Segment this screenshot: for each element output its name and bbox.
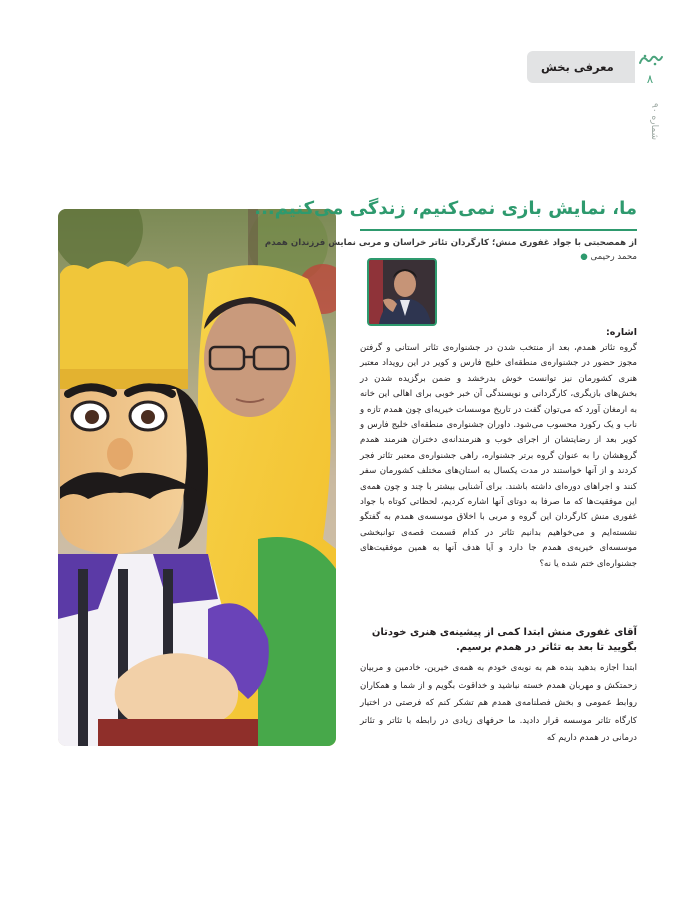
section-label-pill [527,51,635,83]
intro-paragraph: گروه تئاتر همدم، بعد از منتخب شدن در جشنواره‌ی تئاتر استانی و گرفتن مجوز حضور در جشنواره‌ی منطقه‌ای خلیج فارس و کویر در این رویداد معتبر هنری کشورمان نیز توانست خوش بدرخشد و ضمن برگزیده شدن در بخش‌های بازیگری، کارگردانی و نویسندگی آن خبر خوبی برای اهالی این خانه به ارمغان آورد که می‌توان گفت در تاریخ موسسات خیریه‌ای چون همدم تازه و ناب و یک رکورد محسوب می‌شود. داوران جشنواره‌ی منطقه‌ای خلیج فارس و کویر بعد از رضایتشان از اجرای خوب و هنرمندانه‌ی دختران هنرمند همدم گروهشان را به عنوان گروه برتر جشنواره، راهی جشنواره‌ی معتبر تئاتر فجر کردند و از آنها خواستند در مدت یکسال به استان‌های مختلف کشورمان سفر کنند و اجراهای دوره‌ای داشته باشند. برای آشنایی بیشتر با چند و چون همه‌ی این موفقیت‌ها که ما صرفا به دوتای آنها اشاره کردیم، لحظاتی کوتاه با جواد غفوری منش کارگردان این گروه و مربی با اخلاق موسسه‌ی همدم به گفتگو نشسته‌ایم و می‌خواهیم بدانیم تئاتر در کدام قسمت قصه‌ی توانبخشی موسسه‌ای خیریه‌ی همدم جا دارد و آیا هدف آنها به همین موفقیت‌های جشنواره‌ای ختم شده یا نه؟ [360,343,637,569]
intro-paragraph-block [360,341,637,572]
magazine-logo-icon [637,52,665,68]
article-subhead: از همصحبتی با جواد غفوری منش؛ کارگردان تئاتر خراسان و مربی نمایش فرزندان همدم [264,238,637,248]
answer-paragraph: ابتدا اجازه بدهید بنده هم به نوبه‌ی خودم به همه‌ی خیرین، خادمین و مربیان زحمتکش و مهربان همدم خسته نباشید و خداقوت بگویم و از شما و همکاران روابط عمومی و بخش فصلنامه‌ی همدم هم تشکر کنم که فرصتی در اختیار کارگاه تئاتر موسسه قرار دادید. ما حرفهای زیادی در رابطه با تئاتر و تئاتر درمانی در همدم داریم که [360,663,637,743]
page-number: ۸ [646,72,654,86]
answer-paragraph-block [360,660,637,748]
author-name: محمد رحیمی [590,252,637,262]
headline-divider [360,229,637,231]
interviewee-portrait-icon [367,258,437,326]
issue-label: شماره ۹۰ [649,102,659,140]
section-label: معرفی بخش [541,60,614,74]
puppet-photo-icon [58,209,336,746]
intro-label: اشاره: [605,327,637,338]
interview-question: آقای غفوری منش ابتدا کمی از پیشینه‌ی هنری خودتان بگویید تا بعد به تئاتر در همدم برسیم. [371,627,637,653]
article-headline: ما، نمایش بازی نمی‌کنیم، زندگی می‌کنیم... [254,198,637,219]
author-marker-icon: ● [580,252,588,262]
